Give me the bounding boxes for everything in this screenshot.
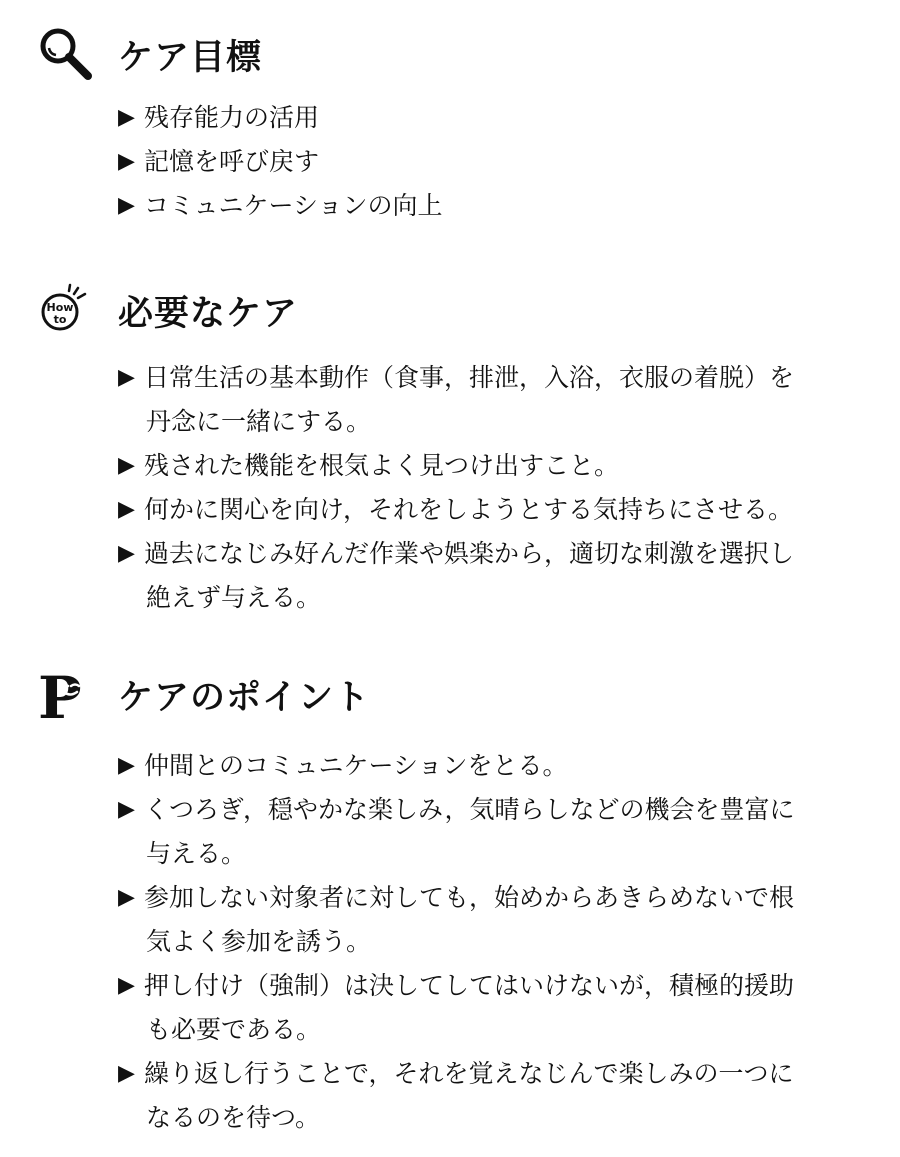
- list-item: ▶ 参加しない対象者に対しても，始めからあきらめないで根 気よく参加を誘う。: [118, 876, 878, 964]
- bullet-marker: ▶: [118, 149, 135, 174]
- bullet-marker: ▶: [118, 973, 135, 998]
- bullet-marker: ▶: [118, 365, 135, 390]
- list-item: ▶ 繰り返し行うことで，それを覚えなじんで楽しみの一つに なるのを待つ。: [118, 1052, 878, 1140]
- list-item: ▶ 押し付け（強制）は決してしてはいけないが，積極的援助 も必要である。: [118, 964, 878, 1052]
- care-points-list: [118, 744, 878, 1140]
- bullet-marker: ▶: [118, 753, 135, 778]
- list-item: ▶ 残存能力の活用: [118, 96, 878, 140]
- bullet-marker: ▶: [118, 105, 135, 130]
- bullet-marker: ▶: [118, 1061, 135, 1086]
- svg-text:P: P: [38, 664, 82, 724]
- required-care-list: [118, 356, 878, 620]
- section-title: ケア目標: [118, 38, 263, 78]
- section-title: 必要なケア: [118, 294, 299, 334]
- section-heading: [0, 280, 900, 340]
- bullet-marker: ▶: [118, 497, 135, 522]
- list-item: ▶ 過去になじみ好んだ作業や娯楽から，適切な刺激を選択し 絶えず与える。: [118, 532, 878, 620]
- list-item: ▶ 仲間とのコミュニケーションをとる。: [118, 744, 878, 788]
- section-heading: [0, 24, 900, 84]
- goal-list: [118, 96, 878, 228]
- magnifier-icon: [36, 24, 100, 84]
- svg-text:to: to: [53, 313, 67, 326]
- list-item: ▶ 残された機能を根気よく見つけ出すこと。: [118, 444, 878, 488]
- list-item: ▶ くつろぎ，穏やかな楽しみ，気晴らしなどの機会を豊富に 与える。: [118, 788, 878, 876]
- svg-text:How: How: [46, 301, 74, 314]
- how-to-icon: [36, 280, 100, 340]
- point-p-icon: [36, 664, 100, 724]
- bullet-marker: ▶: [118, 193, 135, 218]
- list-item: ▶ 日常生活の基本動作（食事，排泄，入浴，衣服の着脱）を 丹念に一緒にする。: [118, 356, 878, 444]
- section-title: ケアのポイント: [118, 678, 371, 718]
- bullet-marker: ▶: [118, 453, 135, 478]
- bullet-marker: ▶: [118, 797, 135, 822]
- list-item: ▶ コミュニケーションの向上: [118, 184, 878, 228]
- bullet-marker: ▶: [118, 541, 135, 566]
- section-heading: [0, 664, 900, 724]
- list-item: ▶ 記憶を呼び戻す: [118, 140, 878, 184]
- list-item: ▶ 何かに関心を向け，それをしようとする気持ちにさせる。: [118, 488, 878, 532]
- bullet-marker: ▶: [118, 885, 135, 910]
